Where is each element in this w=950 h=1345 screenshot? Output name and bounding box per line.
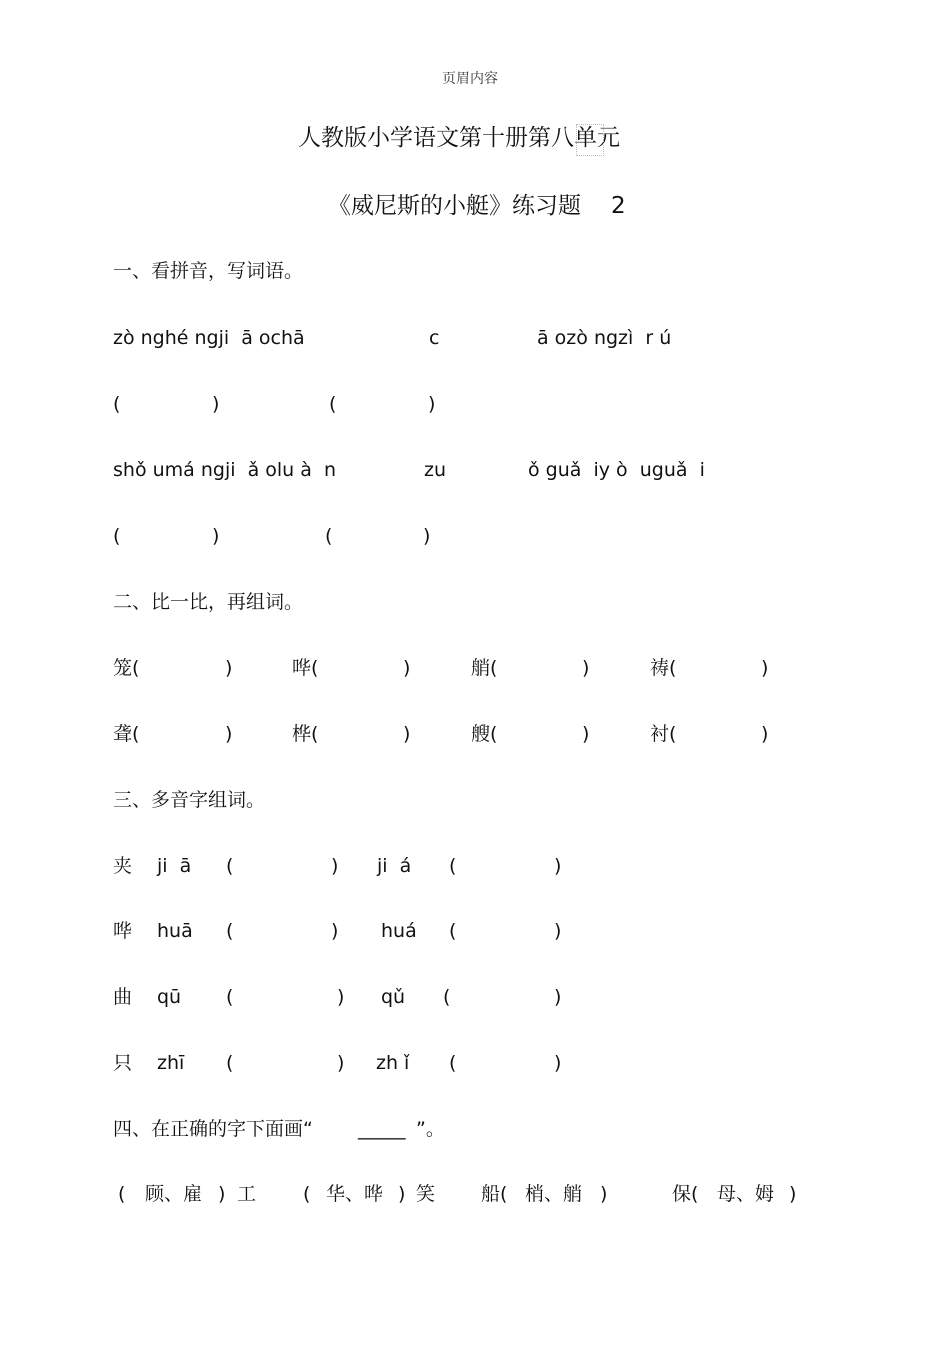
text-cursor-box bbox=[576, 124, 604, 156]
choice-bracket-open: ( bbox=[118, 1183, 126, 1205]
answer-bracket-open: ( bbox=[449, 855, 457, 877]
answer-bracket-open: ( bbox=[113, 393, 121, 415]
answer-bracket-close: ) bbox=[428, 393, 436, 415]
choice-bracket-close: ) bbox=[398, 1183, 406, 1205]
choice-tail: 笑 bbox=[416, 1183, 436, 1205]
answer-bracket-close: ) bbox=[554, 920, 562, 942]
answer-bracket-open: ( bbox=[226, 1052, 234, 1074]
answer-bracket-close: ) bbox=[554, 986, 562, 1008]
section-4-heading-end: ”。 bbox=[416, 1118, 445, 1140]
polyphone-char: 夹 bbox=[113, 855, 133, 877]
choice-head: 船( bbox=[481, 1183, 508, 1205]
answer-bracket-close: ) bbox=[761, 723, 769, 745]
section-4-heading: 四、在正确的字下面画“ bbox=[113, 1118, 313, 1140]
section-2-heading: 二、比一比，再组词。 bbox=[113, 591, 304, 613]
choice-tail: 工 bbox=[237, 1183, 257, 1205]
answer-bracket-open: ( bbox=[226, 855, 234, 877]
polyphone-char: 哗 bbox=[113, 920, 133, 942]
answer-bracket-close: ) bbox=[331, 920, 339, 942]
answer-bracket-close: ) bbox=[582, 723, 590, 745]
answer-bracket-close: ) bbox=[212, 393, 220, 415]
page-header: 页眉内容 bbox=[442, 71, 498, 87]
answer-bracket-open: ( bbox=[226, 920, 234, 942]
section-1-heading: 一、看拼音，写词语。 bbox=[113, 260, 304, 282]
answer-bracket-close: ) bbox=[554, 1052, 562, 1074]
compare-char: 桦( bbox=[292, 723, 319, 745]
answer-bracket-close: ) bbox=[554, 855, 562, 877]
answer-bracket-close: ) bbox=[331, 855, 339, 877]
pinyin-1a: zò nghé ngji ā ochā bbox=[113, 327, 305, 349]
polyphone-pinyin-1: zhī bbox=[157, 1052, 185, 1074]
choice-options: 母、姆 bbox=[717, 1183, 775, 1205]
compare-char: 衬( bbox=[650, 723, 677, 745]
polyphone-pinyin-1: qū bbox=[157, 986, 182, 1008]
polyphone-pinyin-1: huā bbox=[157, 920, 193, 942]
polyphone-char: 只 bbox=[113, 1052, 133, 1074]
answer-bracket-open: ( bbox=[449, 1052, 457, 1074]
compare-char: 笼( bbox=[113, 657, 140, 679]
polyphone-char: 曲 bbox=[113, 986, 133, 1008]
choice-options: 梢、艄 bbox=[525, 1183, 583, 1205]
pinyin-2b: zu bbox=[424, 459, 447, 481]
answer-bracket-close: ) bbox=[761, 657, 769, 679]
answer-bracket-close: ) bbox=[337, 986, 345, 1008]
polyphone-pinyin-1: ji ā bbox=[157, 855, 192, 877]
answer-bracket-close: ) bbox=[225, 723, 233, 745]
choice-options: 华、哗 bbox=[326, 1183, 384, 1205]
choice-bracket-close: ) bbox=[789, 1183, 797, 1205]
polyphone-pinyin-2: ji á bbox=[377, 855, 412, 877]
pinyin-1b: c bbox=[429, 327, 440, 349]
answer-bracket-open: ( bbox=[226, 986, 234, 1008]
answer-bracket-open: ( bbox=[325, 525, 333, 547]
pinyin-1c: ā ozò ngzì r ú bbox=[537, 327, 672, 349]
answer-bracket-close: ) bbox=[212, 525, 220, 547]
title-line-2: 《威尼斯的小艇》练习题 bbox=[328, 193, 581, 219]
compare-char: 艘( bbox=[471, 723, 498, 745]
polyphone-pinyin-2: qǔ bbox=[381, 986, 406, 1008]
answer-bracket-close: ) bbox=[337, 1052, 345, 1074]
answer-bracket-open: ( bbox=[329, 393, 337, 415]
section-3-heading: 三、多音字组词。 bbox=[113, 789, 266, 811]
pinyin-2a: shǒ umá ngji ǎ olu à n bbox=[113, 459, 337, 481]
compare-char: 艄( bbox=[471, 657, 498, 679]
choice-bracket-close: ) bbox=[218, 1183, 226, 1205]
pinyin-2c: ǒ guǎ iy ò uguǎ i bbox=[528, 459, 705, 481]
polyphone-pinyin-2: zh ǐ bbox=[376, 1052, 410, 1074]
compare-char: 聋( bbox=[113, 723, 140, 745]
polyphone-pinyin-2: huá bbox=[381, 920, 417, 942]
title-number: 2 bbox=[611, 193, 626, 219]
answer-bracket-close: ) bbox=[403, 657, 411, 679]
answer-bracket-open: ( bbox=[449, 920, 457, 942]
underline-sample: _____ bbox=[358, 1118, 406, 1140]
answer-bracket-close: ) bbox=[423, 525, 431, 547]
choice-bracket-open: ( bbox=[303, 1183, 311, 1205]
choice-head: 保( bbox=[672, 1183, 699, 1205]
compare-char: 祷( bbox=[650, 657, 677, 679]
answer-bracket-close: ) bbox=[582, 657, 590, 679]
title-line-1: 人教版小学语文第十册第八单元 bbox=[298, 125, 620, 151]
choice-options: 顾、雇 bbox=[145, 1183, 203, 1205]
choice-bracket-close: ) bbox=[600, 1183, 608, 1205]
answer-bracket-close: ) bbox=[403, 723, 411, 745]
compare-char: 哗( bbox=[292, 657, 319, 679]
answer-bracket-open: ( bbox=[113, 525, 121, 547]
answer-bracket-close: ) bbox=[225, 657, 233, 679]
answer-bracket-open: ( bbox=[443, 986, 451, 1008]
